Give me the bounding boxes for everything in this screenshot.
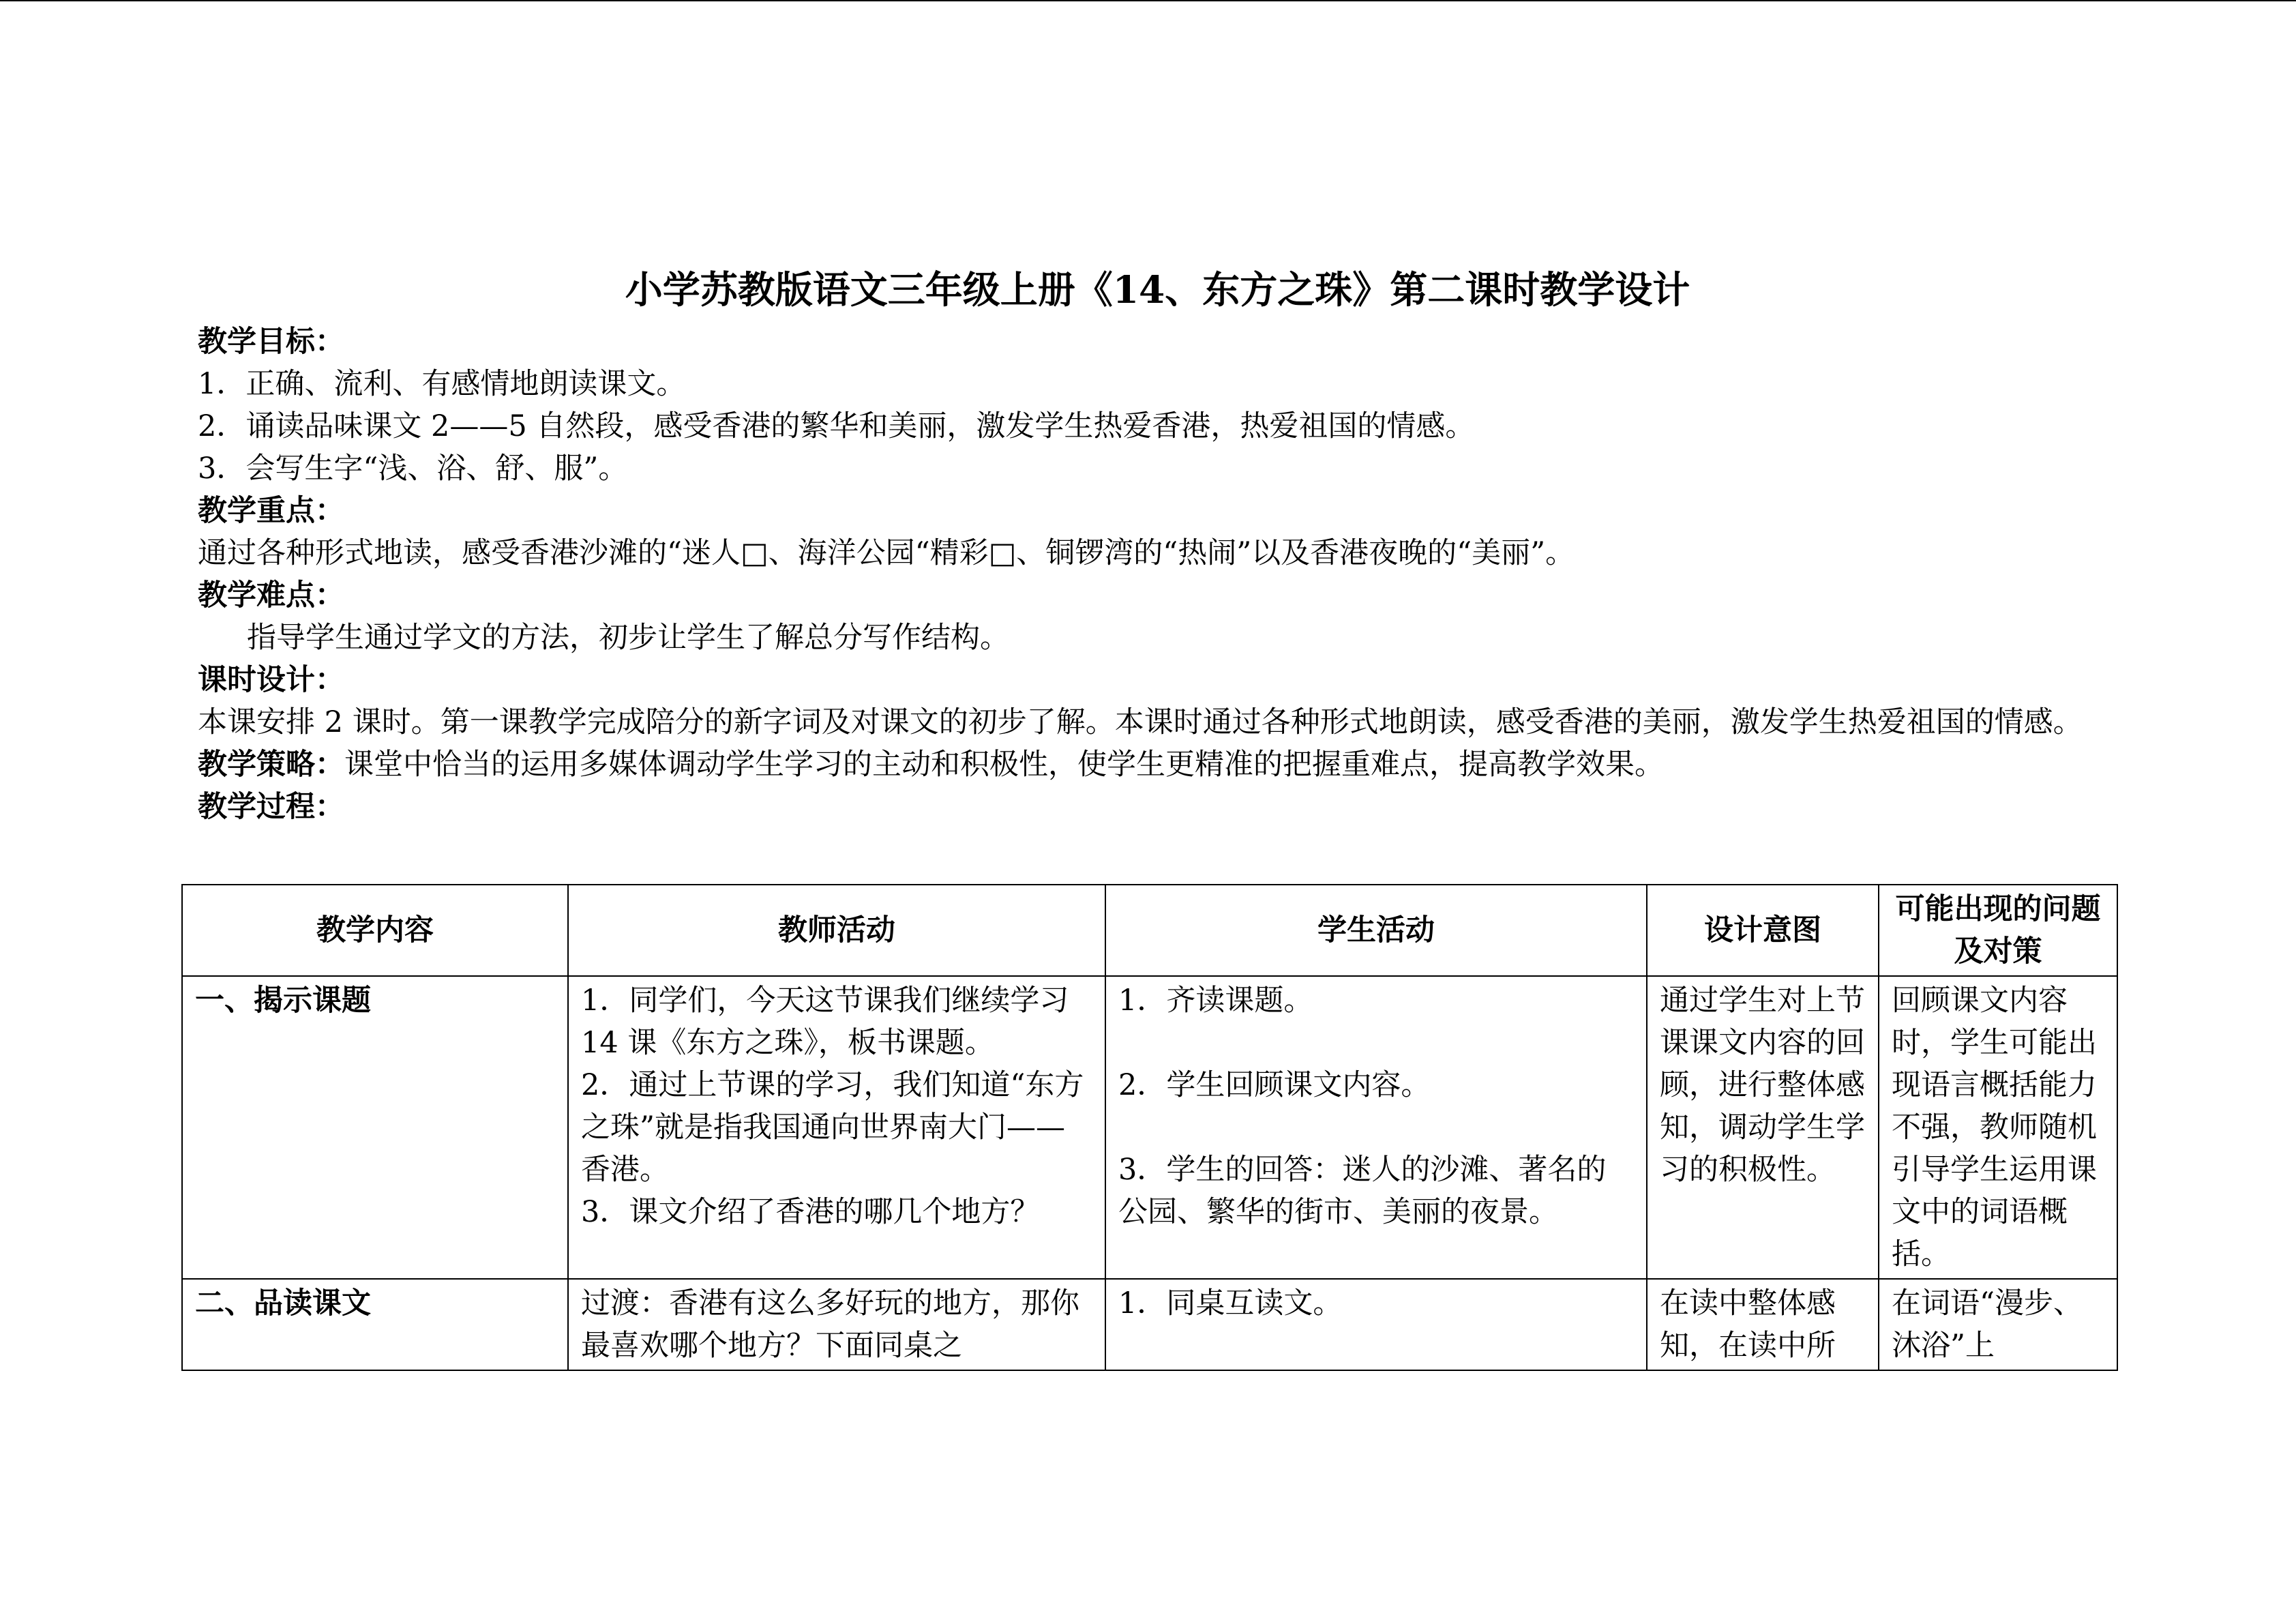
row-2-teacher [568,1279,1105,1370]
column-header-content: 教学内容 [182,885,568,976]
process-heading: 教学过程： [198,790,344,824]
key-points-text: 通过各种形式地读，感受香港沙滩的“迷人□、海洋公园“精彩□、铜锣湾的“热闹”以及香港夜晚的“美丽”。 [198,536,1575,570]
row-1-issues: 回顾课文内容时，学生可能出现语言概括能力不强，教师随机引导学生运用课文中的词语概括。 [1879,976,2117,1279]
column-header-intent: 设计意图 [1647,885,1879,976]
lesson-design-text: 本课安排 2 课时。第一课教学完成陪分的新字词及对课文的初步了解。本课时通过各种形式地朗读，感受香港的美丽，激发学生热爱祖国的情感。 [198,705,2083,739]
row-1-student-line-3: 3．学生的回答：迷人的沙滩、著名的公园、繁华的街市、美丽的夜景。 [1118,1153,1607,1229]
strategy-heading: 教学策略： [198,748,344,782]
column-header-student: 学生活动 [1105,885,1647,976]
table-row [182,1279,2117,1370]
row-1-teacher-line-2: 2．通过上节课的学习，我们知道“东方之珠”就是指我国通向世界南大门——香港。 [581,1068,1084,1187]
row-2-intent: 在读中整体感知，在读中所 [1647,1279,1879,1370]
page-top-border [0,0,2296,1]
objectives-heading: 教学目标： [198,325,344,359]
process-table [181,884,2118,1371]
spacer [1118,1106,1634,1149]
row-2-student-line-1: 1．同桌互读文。 [1118,1286,1343,1320]
column-header-teacher: 教师活动 [568,885,1105,976]
lesson-design-heading: 课时设计： [198,663,344,697]
row-2-student [1105,1279,1647,1370]
row-1-teacher-line-3: 3．课文介绍了香港的哪几个地方？ [581,1195,1040,1229]
row-2-content: 二、品读课文 [182,1279,568,1370]
difficulties-text: 指导学生通过学文的方法，初步让学生了解总分写作结构。 [247,621,1009,655]
row-1-teacher-line-1: 1．同学们，今天这节课我们继续学习 14 课《东方之珠》，板书课题。 [581,984,1069,1060]
spacer [1118,1022,1634,1064]
strategy-text: 课堂中恰当的运用多媒体调动学生学习的主动和积极性，使学生更精准的把握重难点，提高教学效果。 [344,748,1664,782]
row-2-teacher-line-1: 过渡：香港有这么多好玩的地方，那你最喜欢哪个地方？下面同桌之 [581,1286,1079,1363]
column-header-issues: 可能出现的问题及对策 [1879,885,2117,976]
document-title: 小学苏教版语文三年级上册《14、东方之珠》第二课时教学设计 [625,267,1690,312]
table-header-row [182,885,2117,976]
row-1-intent: 通过学生对上节课课文内容的回顾，进行整体感知，调动学生学习的积极性。 [1647,976,1879,1279]
row-1-student [1105,976,1647,1279]
table-row [182,976,2117,1279]
row-1-content: 一、揭示课题 [182,976,568,1279]
key-points-heading: 教学重点： [198,494,344,528]
row-1-student-line-1: 1．齐读课题。 [1118,984,1313,1018]
objective-item-3: 3．会写生字“浅、浴、舒、服”。 [198,452,628,486]
difficulties-heading: 教学难点： [198,578,344,612]
strategy-paragraph [198,743,2117,786]
row-2-issues: 在词语“漫步、沐浴”上 [1879,1279,2117,1370]
objective-item-2: 2．诵读品味课文 2——5 自然段，感受香港的繁华和美丽，激发学生热爱香港，热爱祖国的情感。 [198,409,1475,443]
row-1-student-line-2: 2．学生回顾课文内容。 [1118,1068,1431,1102]
objective-item-1: 1．正确、流利、有感情地朗读课文。 [198,367,686,401]
row-1-teacher [568,976,1105,1279]
document-page [198,259,2117,828]
